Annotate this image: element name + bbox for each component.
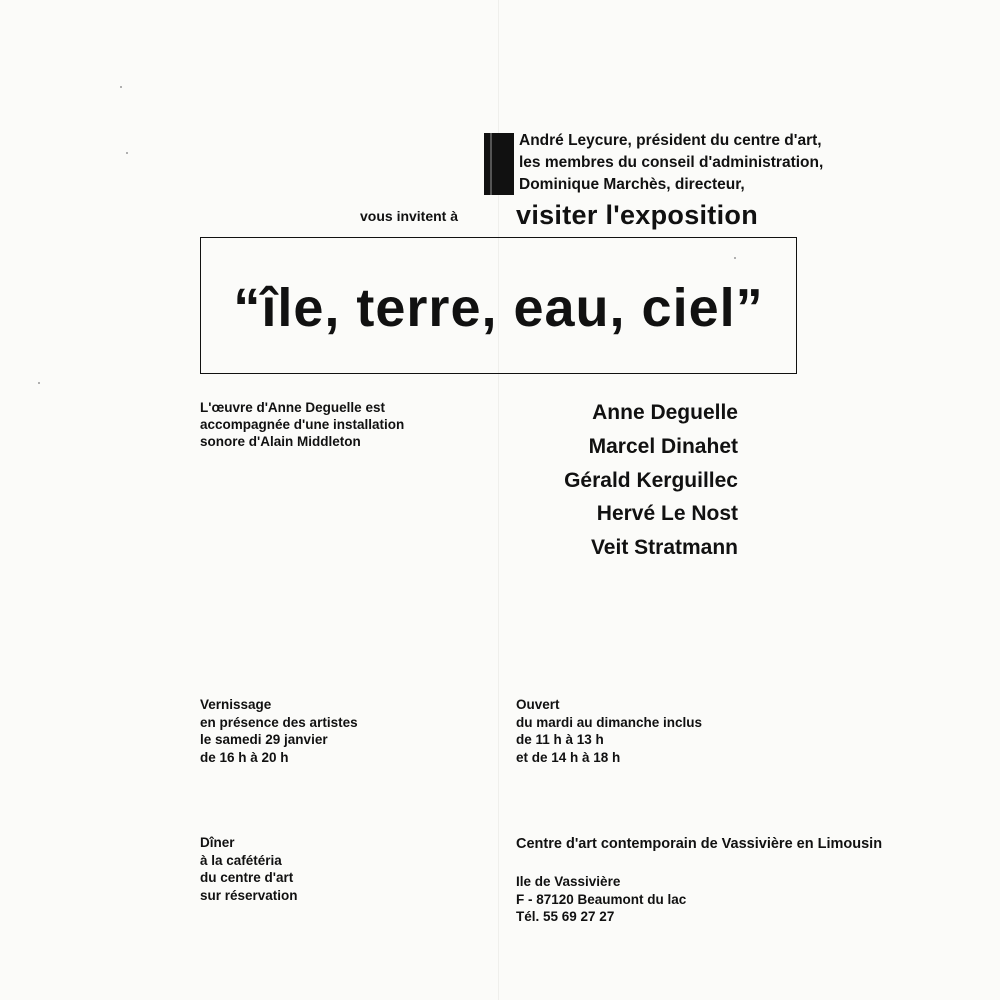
installation-note — [200, 399, 404, 450]
diner-line: sur réservation — [200, 888, 298, 904]
artist-name: Hervé Le Nost — [596, 502, 738, 526]
opening-line: du mardi au dimanche inclus — [516, 714, 703, 730]
address-line: F - 87120 Beaumont du lac — [516, 891, 687, 907]
vernissage-line: en présence des artistes — [200, 714, 358, 730]
invite-action: visiter l'exposition — [516, 200, 758, 230]
artist-name: Marcel Dinahet — [588, 434, 738, 458]
artist-list — [564, 396, 738, 565]
opening-hours-block — [516, 696, 702, 767]
note-line: accompagnée d'une installation — [200, 417, 405, 432]
invite-prefix: vous invitent à — [360, 208, 459, 224]
opening-line: Ouvert — [516, 697, 560, 712]
venue-address — [516, 873, 686, 926]
hosts-block — [519, 130, 823, 196]
artist-name: Anne Deguelle — [592, 401, 738, 424]
paper-speck — [120, 86, 122, 88]
black-bar-ornament — [484, 133, 514, 195]
artist-name: Gérald Kerguillec — [564, 468, 738, 492]
exhibition-title: “île, terre, eau, ciel” — [233, 277, 764, 338]
vernissage-block — [200, 696, 358, 767]
host-line: André Leycure, président du centre d'art, — [519, 132, 822, 149]
artist-name: Veit Stratmann — [590, 536, 738, 560]
paper-speck — [126, 152, 128, 154]
host-line: Dominique Marchès, directeur, — [519, 176, 745, 193]
address-line: Tél. 55 69 27 27 — [516, 909, 615, 925]
vernissage-line: Vernissage — [200, 697, 272, 712]
diner-block — [200, 834, 298, 905]
paper-speck — [38, 382, 40, 384]
diner-line: Dîner — [200, 835, 235, 850]
opening-line: et de 14 h à 18 h — [516, 750, 621, 766]
diner-line: du centre d'art — [200, 870, 294, 886]
host-line: les membres du conseil d'administration, — [519, 154, 824, 171]
address-line: Ile de Vassivière — [516, 874, 621, 889]
venue-name: Centre d'art contemporain de Vassivière en Limousin — [516, 836, 883, 852]
vernissage-line: de 16 h à 20 h — [200, 750, 289, 766]
note-line: L'œuvre d'Anne Deguelle est — [200, 400, 385, 415]
diner-line: à la cafétéria — [200, 852, 282, 868]
exhibition-title-box — [200, 237, 797, 374]
note-line: sonore d'Alain Middleton — [200, 434, 361, 449]
vernissage-line: le samedi 29 janvier — [200, 732, 328, 748]
opening-line: de 11 h à 13 h — [516, 732, 604, 748]
